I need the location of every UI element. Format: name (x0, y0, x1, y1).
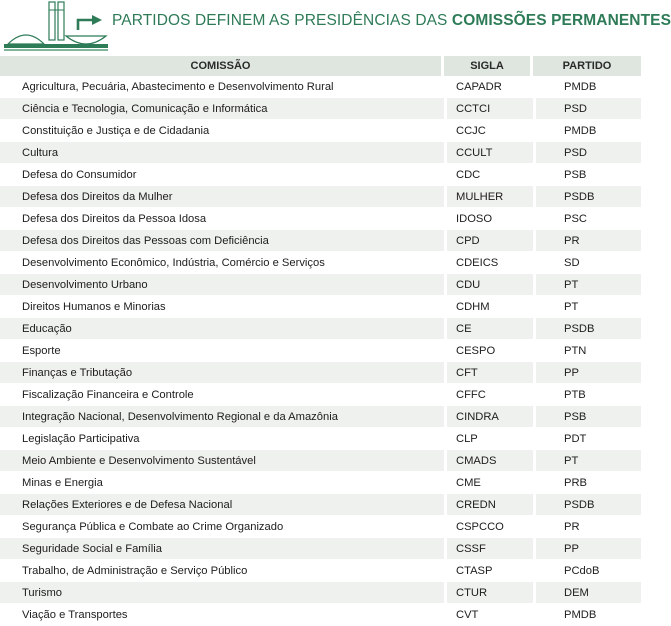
page-title (112, 12, 671, 30)
comissao-cell: Defesa dos Direitos da Mulher (0, 186, 444, 208)
table-row (0, 406, 641, 428)
partido-cell: PT (533, 296, 641, 318)
partido-cell: PSB (533, 406, 641, 428)
table-row (0, 164, 641, 186)
table-row (0, 472, 641, 494)
comissao-cell: Seguridade Social e Família (0, 538, 444, 560)
column-header-partido: PARTIDO (533, 56, 641, 76)
table-row (0, 296, 641, 318)
partido-cell: PSD (533, 142, 641, 164)
partido-cell: SD (533, 252, 641, 274)
comissao-cell: Meio Ambiente e Desenvolvimento Sustentável (0, 450, 444, 472)
comissao-cell: Relações Exteriores e de Defesa Nacional (0, 494, 444, 516)
sigla-cell: MULHER (444, 186, 533, 208)
table-row (0, 230, 641, 252)
table-row (0, 450, 641, 472)
column-header-sigla: SIGLA (444, 56, 533, 76)
comissao-cell: Minas e Energia (0, 472, 444, 494)
comissao-cell: Cultura (0, 142, 444, 164)
sigla-cell: CE (444, 318, 533, 340)
partido-cell: PSDB (533, 186, 641, 208)
comissao-cell: Legislação Participativa (0, 428, 444, 450)
comissao-cell: Constituição e Justiça e de Cidadania (0, 120, 444, 142)
table-row (0, 582, 641, 604)
sigla-cell: CME (444, 472, 533, 494)
partido-cell: PSDB (533, 318, 641, 340)
comissao-cell: Desenvolvimento Urbano (0, 274, 444, 296)
table-body (0, 76, 641, 626)
partido-cell: PSDB (533, 494, 641, 516)
table-row (0, 98, 641, 120)
sigla-cell: CLP (444, 428, 533, 450)
table-row (0, 516, 641, 538)
sigla-cell: CCULT (444, 142, 533, 164)
comissao-cell: Desenvolvimento Econômico, Indústria, Comércio e Serviços (0, 252, 444, 274)
table-row (0, 142, 641, 164)
sigla-cell: CDHM (444, 296, 533, 318)
table-row (0, 318, 641, 340)
table-header-row (0, 56, 641, 76)
sigla-cell: CTASP (444, 560, 533, 582)
sigla-cell: CVT (444, 604, 533, 626)
partido-cell: PP (533, 362, 641, 384)
sigla-cell: CTUR (444, 582, 533, 604)
comissao-cell: Direitos Humanos e Minorias (0, 296, 444, 318)
table-row (0, 560, 641, 582)
sigla-cell: IDOSO (444, 208, 533, 230)
table-row (0, 120, 641, 142)
partido-cell: PT (533, 450, 641, 472)
column-header-comissao: COMISSÃO (0, 56, 444, 76)
sigla-cell: CMADS (444, 450, 533, 472)
sigla-cell: CDEICS (444, 252, 533, 274)
partido-cell: PTN (533, 340, 641, 362)
comissao-cell: Viação e Transportes (0, 604, 444, 626)
partido-cell: PR (533, 516, 641, 538)
table-row (0, 494, 641, 516)
table-row (0, 76, 641, 98)
comissao-cell: Integração Nacional, Desenvolvimento Regional e da Amazônia (0, 406, 444, 428)
sigla-cell: CSPCCO (444, 516, 533, 538)
table-row (0, 274, 641, 296)
title-regular: PARTIDOS DEFINEM AS PRESIDÊNCIAS DAS (112, 12, 452, 29)
table-row (0, 428, 641, 450)
partido-cell: PSC (533, 208, 641, 230)
comissao-cell: Defesa dos Direitos das Pessoas com Deficiência (0, 230, 444, 252)
comissao-cell: Turismo (0, 582, 444, 604)
congress-building-icon (2, 0, 110, 56)
partido-cell: PT (533, 274, 641, 296)
sigla-cell: CREDN (444, 494, 533, 516)
comissao-cell: Fiscalização Financeira e Controle (0, 384, 444, 406)
sigla-cell: CINDRA (444, 406, 533, 428)
table-row (0, 208, 641, 230)
comissao-cell: Trabalho, de Administração e Serviço Público (0, 560, 444, 582)
sigla-cell: CCTCI (444, 98, 533, 120)
partido-cell: PP (533, 538, 641, 560)
comissao-cell: Defesa do Consumidor (0, 164, 444, 186)
partido-cell: PCdoB (533, 560, 641, 582)
sigla-cell: CDU (444, 274, 533, 296)
partido-cell: DEM (533, 582, 641, 604)
sigla-cell: CFFC (444, 384, 533, 406)
title-bold: COMISSÕES PERMANENTES (451, 12, 671, 29)
partido-cell: PTB (533, 384, 641, 406)
table-row (0, 340, 641, 362)
table-row (0, 252, 641, 274)
sigla-cell: CFT (444, 362, 533, 384)
commissions-table (0, 56, 641, 626)
sigla-cell: CAPADR (444, 76, 533, 98)
partido-cell: PR (533, 230, 641, 252)
partido-cell: PDT (533, 428, 641, 450)
table-row (0, 362, 641, 384)
table-row (0, 538, 641, 560)
partido-cell: PMDB (533, 120, 641, 142)
partido-cell: PMDB (533, 604, 641, 626)
comissao-cell: Educação (0, 318, 444, 340)
partido-cell: PSD (533, 98, 641, 120)
table-row (0, 186, 641, 208)
partido-cell: PMDB (533, 76, 641, 98)
sigla-cell: CCJC (444, 120, 533, 142)
sigla-cell: CSSF (444, 538, 533, 560)
comissao-cell: Segurança Pública e Combate ao Crime Organizado (0, 516, 444, 538)
table-row (0, 604, 641, 626)
sigla-cell: CPD (444, 230, 533, 252)
comissao-cell: Finanças e Tributação (0, 362, 444, 384)
comissao-cell: Ciência e Tecnologia, Comunicação e Informática (0, 98, 444, 120)
sigla-cell: CDC (444, 164, 533, 186)
comissao-cell: Defesa dos Direitos da Pessoa Idosa (0, 208, 444, 230)
partido-cell: PRB (533, 472, 641, 494)
partido-cell: PSB (533, 164, 641, 186)
table-row (0, 384, 641, 406)
comissao-cell: Esporte (0, 340, 444, 362)
page-header (0, 0, 671, 56)
sigla-cell: CESPO (444, 340, 533, 362)
comissao-cell: Agricultura, Pecuária, Abastecimento e Desenvolvimento Rural (0, 76, 444, 98)
